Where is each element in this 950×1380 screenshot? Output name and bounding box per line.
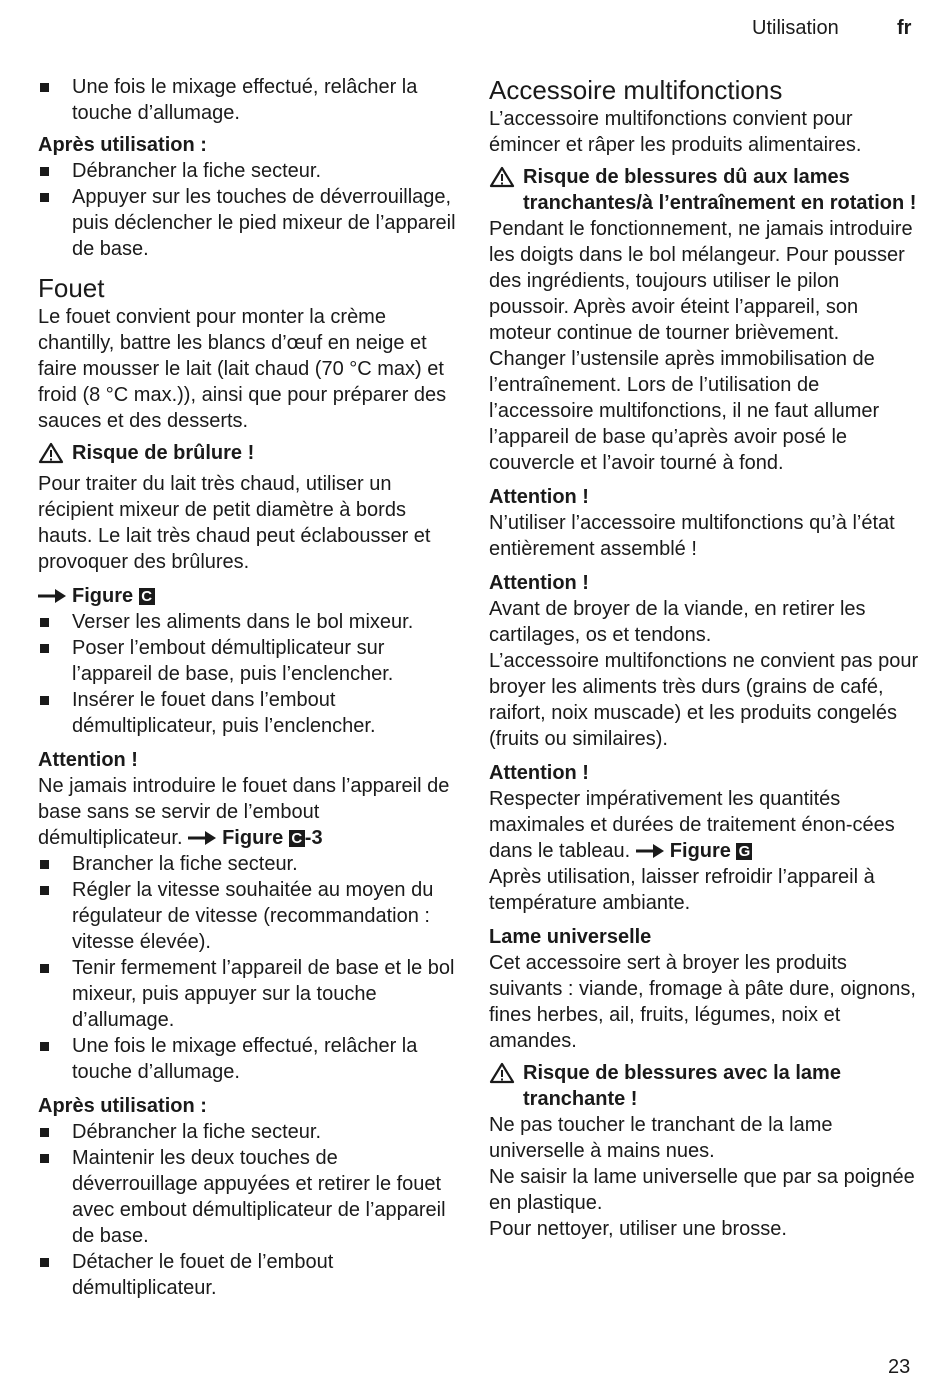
bullet-square-icon (40, 886, 49, 895)
warning-triangle-icon (489, 164, 515, 216)
warning-blades-text: Pendant le fonctionnement, ne jamais introduire les doigts dans le bol mélangeur. Pour pousser des ingrédients, toujours utiliser le pilon poussoir. Après avoir éteint l’appareil, son moteur continue de tourner brièvement. Changer l’ustensile après immobilisation de l’entraînement. Lors de l’utilisation de l’accessoire multifonctions, il ne faut allumer l’appareil de base qu’après avoir posé le couvercle et l’avoir tourné à fond. (489, 218, 913, 474)
bullet-list (38, 851, 463, 1085)
bullet-list (38, 609, 463, 739)
left-column (38, 74, 463, 1301)
bullet-square-icon (40, 193, 49, 202)
list-item: Débrancher la fiche secteur. (38, 158, 463, 184)
figure-letter-badge: C (139, 588, 155, 605)
bullet-square-icon (40, 860, 49, 869)
warning-sharp-text: Ne pas toucher le tranchant de la lame universelle à mains nues. (489, 1114, 833, 1162)
list-item: Maintenir les deux touches de déverrouillage appuyées et retirer le fouet avec embout démultiplicateur de l’appareil de base. (38, 1145, 463, 1249)
arrow-right-icon (188, 831, 216, 845)
warning-sharp-text: Pour nettoyer, utiliser une brosse. (489, 1218, 787, 1240)
header-language: fr (897, 17, 912, 39)
attention-heading: Attention ! (489, 572, 589, 594)
attention-heading: Attention ! (489, 762, 589, 784)
figure-letter-badge: C (289, 830, 305, 847)
section-title-multifunction: Accessoire multifonctions (489, 75, 783, 105)
attention-text: L’accessoire multifonctions ne convient pas pour broyer les aliments très durs (grains de café, raifort, noix muscade) et les produits congelés (fruits ou similaires). (489, 650, 919, 750)
section-title-fouet: Fouet (38, 273, 105, 303)
attention-heading: Attention ! (489, 486, 589, 508)
arrow-right-icon (38, 589, 66, 603)
figure-reference: Figure C (38, 583, 463, 609)
warning-sharp-blade: Risque de blessures avec la lame tranchante ! (489, 1060, 919, 1112)
blade-text: Cet accessoire sert à broyer les produits suivants : viande, fromage à pâte dure, oignons, fines herbes, ail, fruits, légumes, noix et amandes. (489, 952, 916, 1052)
warning-triangle-icon (38, 440, 64, 471)
warning-triangle-icon (489, 1060, 515, 1112)
list-item: Tenir fermement l’appareil de base et le bol mixeur, puis appuyer sur la touche d’allumage. (38, 955, 463, 1033)
right-column (489, 74, 919, 1242)
bullet-square-icon (40, 964, 49, 973)
bullet-square-icon (40, 1042, 49, 1051)
figure-letter-badge: G (736, 843, 752, 860)
attention-text: N’utiliser l’accessoire multifonctions qu’à l’état entièrement assemblé ! (489, 512, 895, 560)
list-item: Insérer le fouet dans l’embout démultiplicateur, puis l’enclencher. (38, 687, 463, 739)
bullet-square-icon (40, 696, 49, 705)
attention-heading: Attention ! (38, 749, 138, 771)
list-item: Appuyer sur les touches de déverrouillage, puis déclencher le pied mixeur de l’appareil de base. (38, 184, 463, 262)
bullet-square-icon (40, 1128, 49, 1137)
bullet-square-icon (40, 83, 49, 92)
list-item: Poser l’embout démultiplicateur sur l’appareil de base, puis l’enclencher. (38, 635, 463, 687)
figure-reference: Figure C -3 (188, 827, 322, 849)
warning-burn: Risque de brûlure ! (38, 440, 463, 471)
warning-blades: Risque de blessures dû aux lames tranchantes/à l’entraînement en rotation ! (489, 164, 919, 216)
list-item: Détacher le fouet de l’embout démultiplicateur. (38, 1249, 463, 1301)
attention-text: Ne jamais introduire le fouet dans l’appareil de base sans se servir de l’embout démultiplicateur. Figure C -3 (38, 775, 450, 849)
burn-text: Pour traiter du lait très chaud, utiliser un récipient mixeur de petit diamètre à bords hauts. Le lait très chaud peut éclabousser et provoquer des brûlures. (38, 473, 431, 573)
bullet-square-icon (40, 167, 49, 176)
bullet-square-icon (40, 644, 49, 653)
after-use-heading: Après utilisation : (38, 1095, 207, 1117)
bullet-list (38, 74, 463, 126)
figure-reference: Figure G (636, 840, 753, 862)
list-item: Verser les aliments dans le bol mixeur. (38, 609, 463, 635)
warning-sharp-text: Ne saisir la lame universelle que par sa poignée en plastique. (489, 1166, 915, 1214)
attention-text: Respecter impérativement les quantités maximales et durées de traitement énon-cées dans le tableau. Figure G (489, 788, 895, 862)
fouet-intro: Le fouet convient pour monter la crème chantilly, battre les blancs d’œuf en neige et faire mousser le lait (lait chaud (70 °C max) et froid (8 °C max.)), ainsi que pour préparer des sauces et des desserts. (38, 306, 447, 432)
blade-heading: Lame universelle (489, 926, 652, 948)
list-item: Régler la vitesse souhaitée au moyen du régulateur de vitesse (recommandation : vitesse élevée). (38, 877, 463, 955)
page-number: 23 (888, 1356, 911, 1378)
list-item: Débrancher la fiche secteur. (38, 1119, 463, 1145)
list-item: Une fois le mixage effectué, relâcher la touche d’allumage. (38, 74, 463, 126)
list-item: Une fois le mixage effectué, relâcher la touche d’allumage. (38, 1033, 463, 1085)
bullet-square-icon (40, 1258, 49, 1267)
bullet-square-icon (40, 1154, 49, 1163)
header-section-title: Utilisation (752, 17, 839, 39)
list-item: Brancher la fiche secteur. (38, 851, 463, 877)
attention-text: Avant de broyer de la viande, en retirer les cartilages, os et tendons. (489, 598, 866, 646)
bullet-square-icon (40, 618, 49, 627)
after-use-heading: Après utilisation : (38, 134, 207, 156)
bullet-list (38, 158, 463, 262)
multifunction-intro: L’accessoire multifonctions convient pour émincer et râper les produits alimentaires. (489, 108, 862, 156)
bullet-list (38, 1119, 463, 1301)
attention-text: Après utilisation, laisser refroidir l’appareil à température ambiante. (489, 866, 875, 914)
arrow-right-icon (636, 844, 664, 858)
